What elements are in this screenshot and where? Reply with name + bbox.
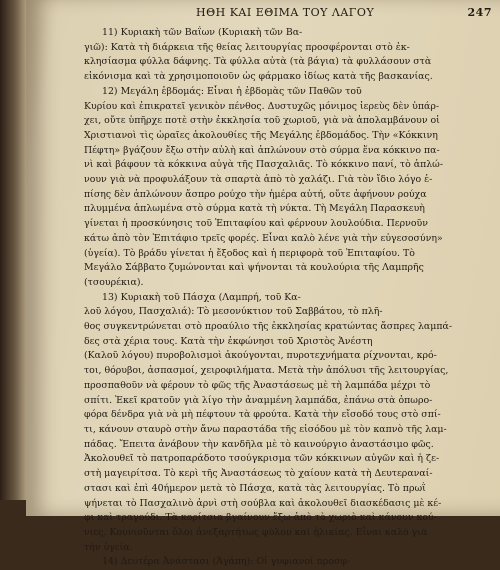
text-line: 12) Μεγάλη ἑβδομάς: Εἶναι ἡ ἑβδομὰς τῶν Παθῶν τοῦ [102, 85, 362, 97]
text-line: νιες. Κουνιοῦνται ὅλοι ἀνεξαρτήτως φύλου καὶ ἡλικίας. Εἶναι καλὸ γιὰ [84, 526, 428, 538]
text-line: Κυρίου καὶ ἐπικρατεῖ γενικὸν πένθος. Δυστυχῶς μόνιμος ἱερεὺς δὲν ὑπάρ- [84, 100, 440, 112]
text-line: τὴν ὑγεία. [84, 541, 133, 553]
text-line: νὶ καὶ βάφουν τὰ κόκκινα αὐγὰ τῆς Πασχαλιᾶς. Τὸ κόκκινο πανί, τὸ ἁπλώ- [84, 159, 443, 171]
page-number: 247 [467, 6, 492, 19]
text-line: 14) Δευτέρα Ἀνάστασι (Ἀγάπη): Οἱ γυφιανοὶ προσφ- [102, 556, 351, 568]
book-page [26, 0, 500, 568]
text-line: πίσης δὲν ἁπλώνουν ἄσπρο ρούχο τὴν ἡμέρα αὐτή, οὔτε ἀφήνουν ρούχα [84, 188, 427, 200]
text-line: εἰκόνισμα καὶ τὰ χρησιμοποιοῦν ὡς φάρμακο ἰδίως κατὰ τῆς βασκανίας. [84, 71, 433, 83]
text-line: (ὑγεία). Τὸ βράδυ γίνεται ἡ ἔξοδος καὶ ἡ περιφορὰ τοῦ Ἐπιταφίου. Τὸ [84, 247, 415, 259]
text-line: φι καὶ τραγούδι. Τὰ κορίτσια βγαίνουν ἔξω ἀπὸ τὸ χωριὸ καὶ κάνουν κού- [84, 512, 437, 524]
text-line: Ἀκολουθεῖ τὸ πατροπαράδοτο τσούγκρισμα τῶν κόκκινων αὐγῶν καὶ ἡ ζε- [84, 453, 440, 465]
text-line: γιῶ): Κατὰ τὴ διάρκεια τῆς θείας λειτουργίας προσφέρονται στὸ ἐκ- [84, 41, 410, 53]
text-line: 11) Κυριακὴ τῶν Βαΐων (Κυριακὴ τῶν Βα- [102, 27, 303, 38]
text-line: πλυμμένα ἁπλωμένα στὸ σύρμα κατὰ τὴ νύκτα. Τὴ Μεγάλη Παρασκευὴ [84, 203, 425, 215]
text-line: προσπαθοῦν νὰ φέρουν τὸ φῶς τῆς Ἀναστάσεως μὲ τὴ λαμπάδα μέχρι τὸ [84, 379, 431, 391]
text-line: χει, οὔτε ὑπῆρχε ποτὲ στὴν ἐκκλησία τοῦ χωριοῦ, γιὰ νὰ ἀπολαμβάνουν οἱ [84, 115, 440, 127]
text-line: 13) Κυριακὴ τοῦ Πάσχα (Λαμπρή, τοῦ Κα- [102, 291, 301, 303]
text-line: γίνεται ἡ προσκύνησις τοῦ Ἐπιταφίου καὶ φέρνουν λουλούδια. Περνοῦν [84, 218, 428, 230]
text-line: τοι, θόρυβοι, ἀσπασμοί, χειροφιλήματα. Μετὰ τὴν ἀπόλυσι τῆς λειτουργίας, [84, 365, 449, 377]
text-line: κάτω ἀπὸ τὸν Ἐπιτάφιο τρεῖς φορές. Εἶναι καλὸ λένε γιὰ τὴν εὐγεσοσύνη» [84, 232, 443, 244]
text-line: στὴ μαγειρίτσα. Τὸ κερὶ τῆς Ἀναστάσεως τὸ χαίουν κατὰ τὴ Δευτεραναί- [84, 468, 433, 480]
text-line: φόρα δένδρα γιὰ νὰ μὴ πέφτουν τὰ φρούτα. Κατὰ τὴν εἴσοδό τους στὸ σπί- [84, 409, 441, 421]
text-line: δες στὰ χέρια τους. Κατὰ τὴν ἐκφώνησι τοῦ Χριστὸς Ἀνέστη [84, 335, 373, 347]
running-head [86, 6, 496, 22]
text-line: Μεγάλο Σάββατο ζυμώνονται καὶ ψήνονται τὰ κουλούρια τῆς Λαμπρῆς [84, 262, 424, 274]
text-line: ψήνεται τὸ Πασχαλινὸ ἀρνὶ στὴ σούβλα καὶ ἀκολουθεῖ διασκέδασις μὲ κέ- [84, 497, 442, 509]
running-head-title: ΗΘΗ ΚΑΙ ΕΘΙΜΑ ΤΟΥ ΛΑΓΟΥ [196, 6, 375, 19]
text-line: (Καλοῦ λόγου) πυροβολισμοὶ ἀκούγονται, πυροτεχνήματα ρίχνονται, κρό- [84, 350, 437, 362]
book-binding [0, 0, 28, 500]
text-line: σπίτι. Ἐκεῖ κρατοῦν γιὰ λίγο τὴν ἀναμμένη λαμπάδα, ἐπάνω στὰ ὀπωρο- [84, 394, 433, 406]
text-line: θος συγκεντρώνεται στὸ προαύλιο τῆς ἐκκλησίας κρατώντας ἄσπρες λαμπά- [84, 321, 452, 333]
text-line: τι, κάνουν σταυρὸ στὴν ἄνω παραστάδα τῆς εἰσόδου μὲ τὸν καπνὸ τῆς λαμ- [84, 423, 447, 435]
text-line: Χριστιανοὶ τὶς ὡραῖες ἀκολουθίες τῆς Μεγάλης ἑβδομάδος. Τὴν «Κόκκινη [84, 129, 438, 141]
text-line: Πέφτη» βγάζουν ἔξω στὴν αὐλὴ καὶ ἁπλώνουν στὸ σύρμα ἕνα κόκκινο πα- [84, 144, 440, 156]
text-line: κλησίασμα φύλλα δάφνης. Τὰ φύλλα αὐτὰ (τὰ βάγια) τὰ φυλλάσουν στὰ [84, 56, 432, 68]
text-line: λοῦ λόγου, Πασχαλιά): Τὸ μεσονύκτιον τοῦ Σαββάτου, τὸ πλῆ- [84, 306, 383, 318]
text-line: νουν γιὰ νὰ προφυλάξουν τὰ σπαρτὰ ἀπὸ τὸ χαλάζι. Γιὰ τὸν ἴδιο λόγο ἐ- [84, 174, 433, 186]
text-line: (τσουρέκια). [84, 276, 144, 288]
text-line: στασι καὶ ἐπὶ 40ήμερον μετὰ τὸ Πάσχα, κατὰ τὰς λειτουργίας. Τὸ πρωῒ [84, 482, 426, 494]
page-body-text [84, 26, 500, 570]
text-line: πάδας. Ἔπειτα ἀνάβουν τὴν κανδῆλα μὲ τὸ καινούργιο ἀναστάσιμο φῶς. [84, 438, 434, 450]
